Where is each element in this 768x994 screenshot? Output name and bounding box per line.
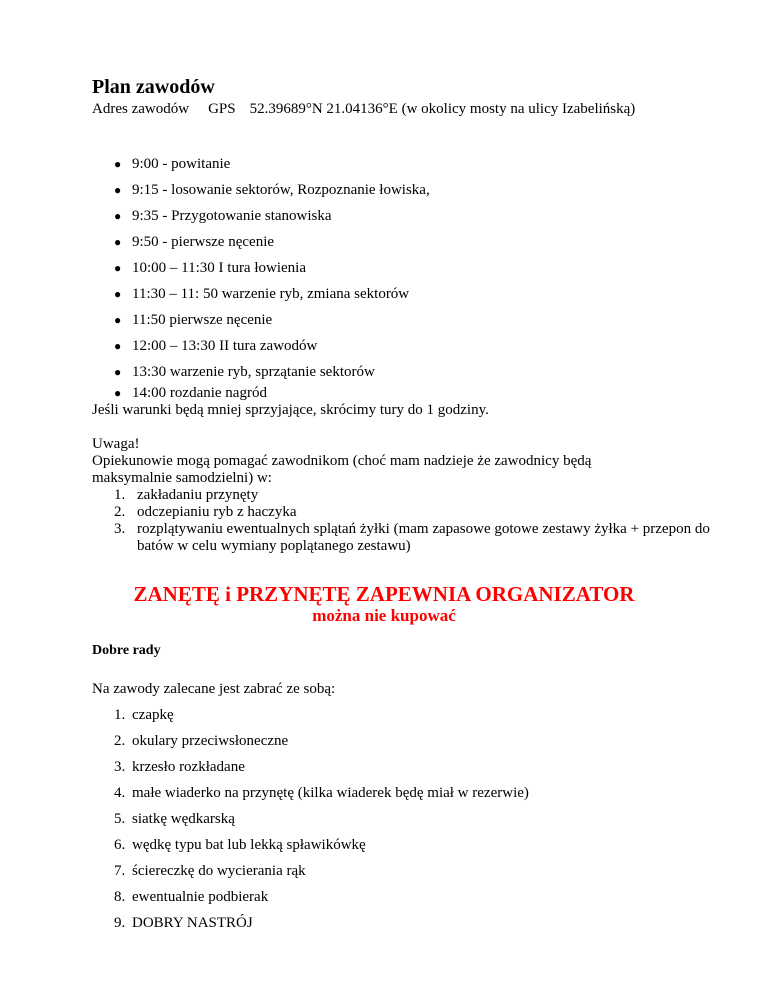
tips-intro: Na zawody zalecane jest zabrać ze sobą: xyxy=(92,681,336,697)
time-note: Jeśli warunki będą mniej sprzyjające, skrócimy tury do 1 godziny. xyxy=(92,402,489,418)
gps-coordinates: 52.39689°N 21.04136°E (w okolicy mosty na ulicy Izabelińską) xyxy=(249,101,636,117)
bullet-icon: ● xyxy=(114,287,122,301)
warning-text: Opiekunowie mogą pomagać zawodnikom (choć mam nadzieje że zawodnicy będą maksymalnie samodzielni) w: xyxy=(92,453,592,486)
tips-heading: Dobre rady xyxy=(92,643,161,658)
bullet-icon: ● xyxy=(114,313,122,327)
gps-label: GPS xyxy=(208,101,236,117)
bullet-icon: ● xyxy=(114,235,122,249)
address-label: Adres zawodów xyxy=(92,101,190,117)
address-line xyxy=(92,100,635,118)
warning-heading: Uwaga! xyxy=(92,436,140,452)
bullet-icon: ● xyxy=(114,339,122,353)
bullet-icon: ● xyxy=(114,261,122,275)
bullet-icon: ● xyxy=(114,209,122,223)
organizer-notice: ZANĘTĘ i PRZYNĘTĘ ZAPEWNIA ORGANIZATOR xyxy=(133,582,635,606)
bullet-icon: ● xyxy=(114,157,122,171)
bullet-icon: ● xyxy=(114,386,122,400)
organizer-subnotice: można nie kupować xyxy=(312,606,456,625)
list-item: 2. odczepianiu ryb z haczyka xyxy=(114,504,297,520)
page-title: Plan zawodów xyxy=(92,76,215,98)
list-item: 3. rozplątywaniu ewentualnych splątań żyłki (mam zapasowe gotowe zestawy żyłka + przepon do batów w celu wymiany poplątanego zestawu) xyxy=(114,521,710,554)
helper-tasks-list xyxy=(92,487,712,555)
list-item: 1. zakładaniu przynęty xyxy=(114,487,259,503)
bullet-icon: ● xyxy=(114,183,122,197)
bullet-icon: ● xyxy=(114,365,122,379)
